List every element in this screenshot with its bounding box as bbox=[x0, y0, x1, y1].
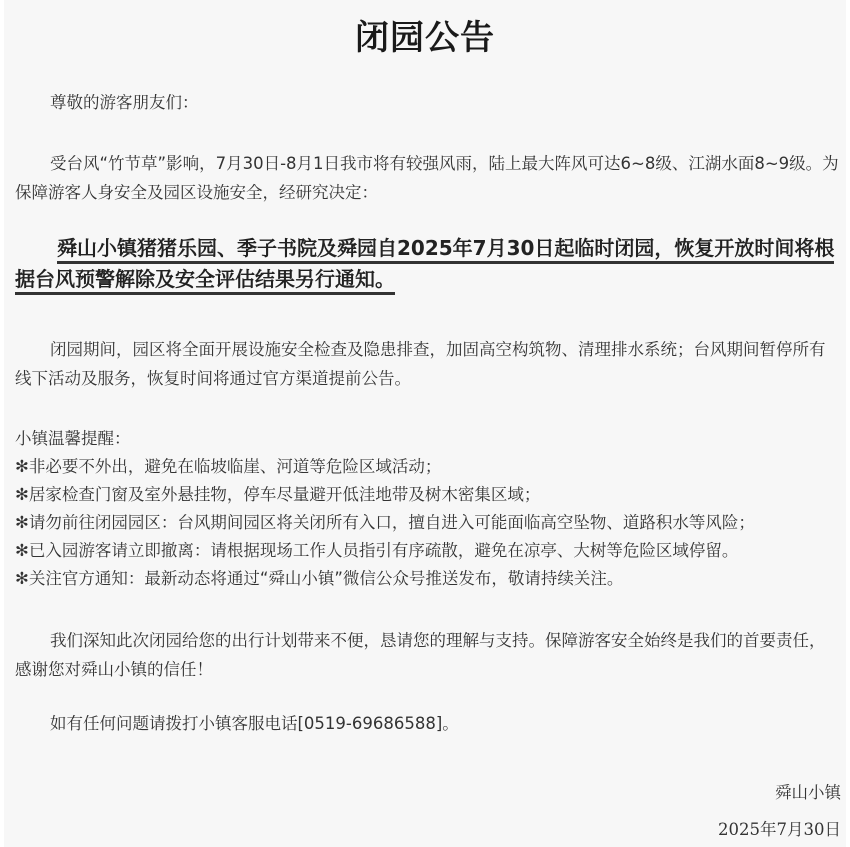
tip-item: ✻非必要不外出，避免在临坡临崖、河道等危险区域活动； bbox=[15, 457, 442, 476]
notice-page bbox=[4, 0, 846, 847]
apology-paragraph: 我们深知此次闭园给您的出行计划带来不便，恳请您的理解与支持。保障游客安全始终是我们的首要责任，感谢您对舜山小镇的信任！ bbox=[15, 631, 826, 679]
tip-item: ✻请勿前往闭园园区：台风期间园区将关闭所有入口，擅自进入可能面临高空坠物、道路积水等风险； bbox=[15, 513, 755, 532]
tip-item: ✻居家检查门窗及室外悬挂物，停车尽量避开低洼地带及树木密集区域； bbox=[15, 485, 541, 504]
page-title: 闭园公告 bbox=[355, 18, 495, 58]
intro-paragraph: 受台风“竹节草”影响，7月30日-8月1日我市将有较强风雨，陆上最大阵风可达6~8级、江湖水面8~9级。为保障游客人身安全及园区设施安全，经研究决定： bbox=[15, 154, 839, 202]
signature-org: 舜山小镇 bbox=[775, 783, 841, 802]
closure-announcement bbox=[15, 233, 841, 295]
tips-heading: 小镇温馨提醒： bbox=[15, 429, 131, 448]
tip-item: ✻关注官方通知：最新动态将通过“舜山小镇”微信公众号推送发布，敬请持续关注。 bbox=[15, 569, 624, 588]
tip-item: ✻已入园游客请立即撤离：请根据现场工作人员指引有序疏散，避免在凉亭、大树等危险区域停留。 bbox=[15, 541, 739, 560]
closure-announcement-text: 舜山小镇猪猪乐园、季子书院及舜园自2025年7月30日起临时闭园，恢复开放时间将根据台风预警解除及安全评估结果另行通知。 bbox=[15, 236, 834, 295]
greeting: 尊敬的游客朋友们： bbox=[50, 93, 199, 112]
tips-section bbox=[15, 425, 841, 593]
closure-period-paragraph: 闭园期间，园区将全面开展设施安全检查及隐患排查，加固高空构筑物、清理排水系统；台风期间暂停所有线下活动及服务，恢复时间将通过官方渠道提前公告。 bbox=[15, 340, 826, 388]
signature-date: 2025年7月30日 bbox=[718, 820, 841, 839]
contact-paragraph: 如有任何问题请拨打小镇客服电话[0519-69686588]。 bbox=[50, 714, 459, 733]
